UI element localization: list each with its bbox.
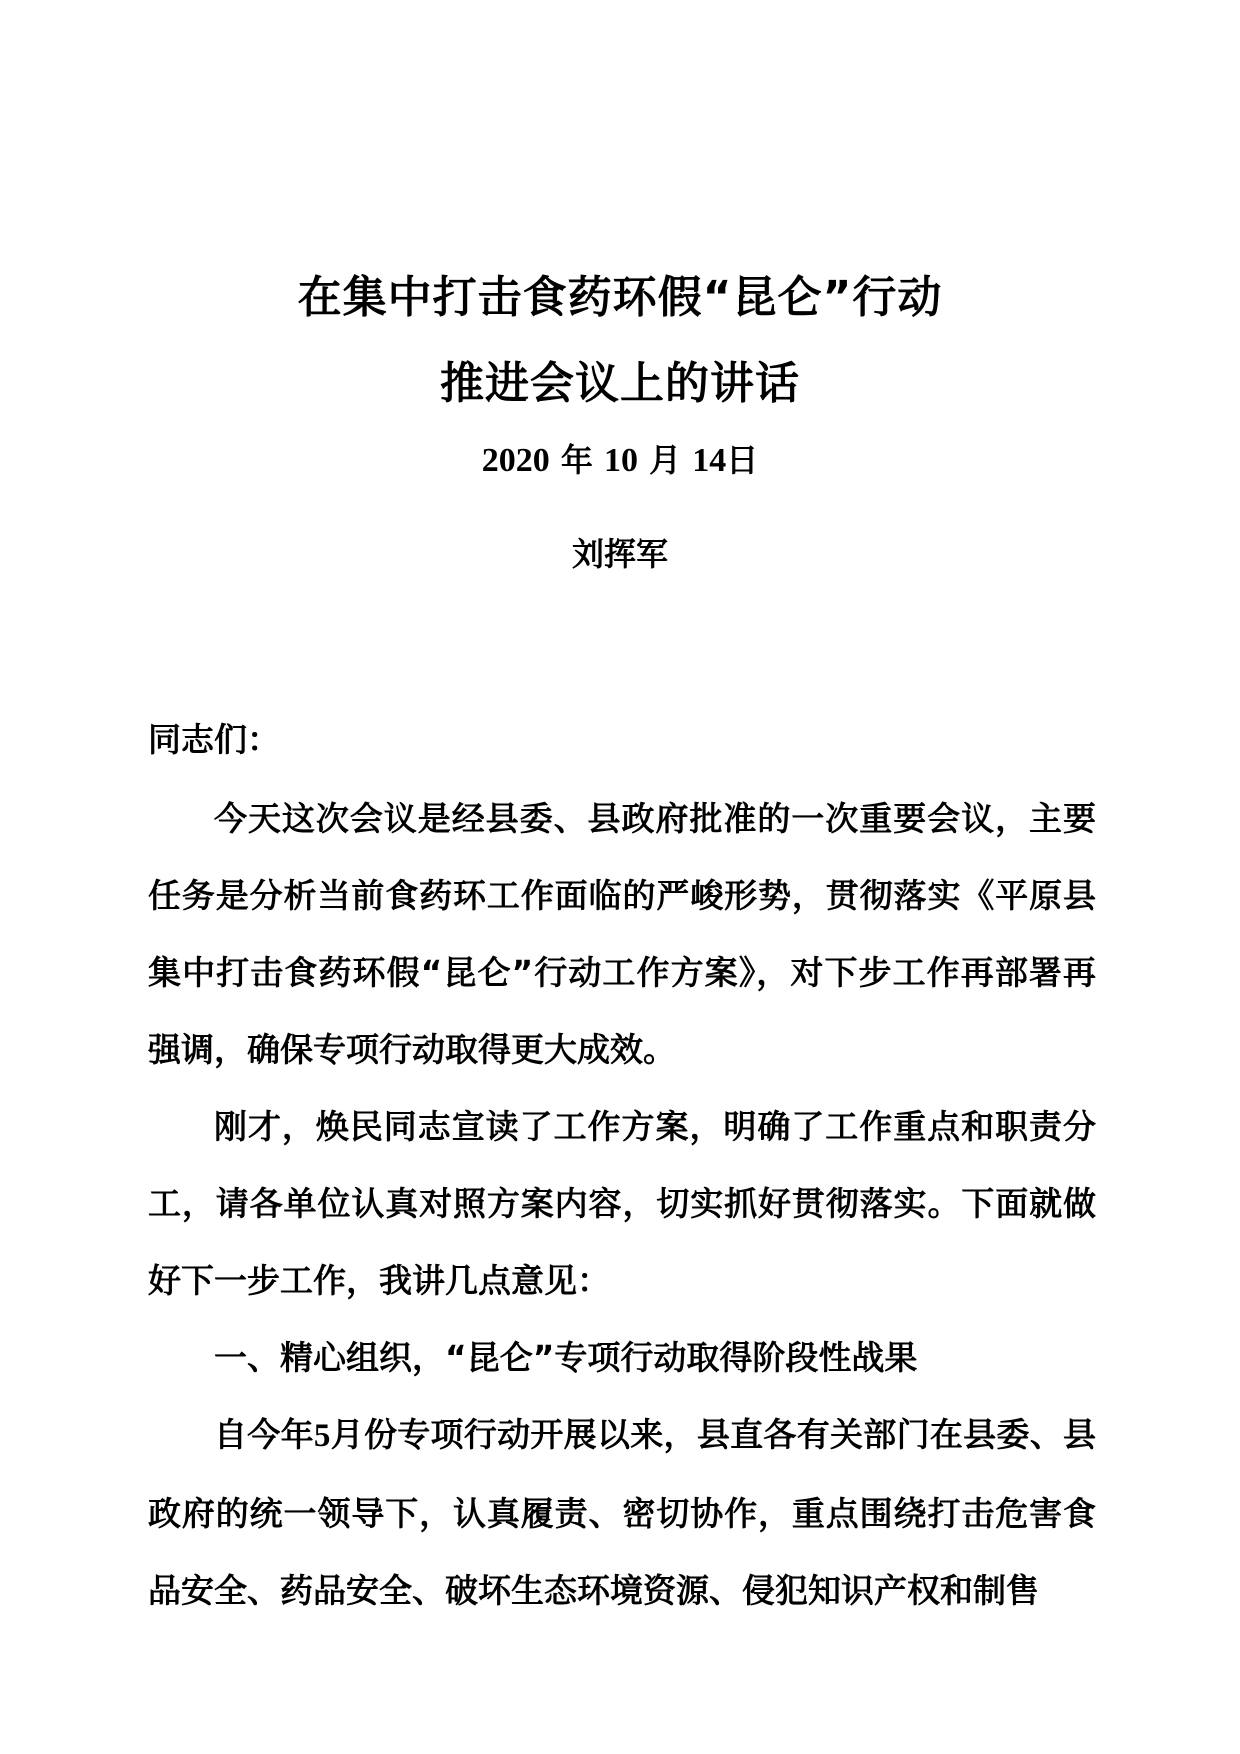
date-day-unit: 日 — [726, 441, 759, 479]
title-line-2: 推进会议上的讲话 — [440, 358, 800, 409]
title-line-1: 在集中打击食药环假“昆仑”行动 — [297, 272, 943, 323]
paragraph-intro: 今天这次会议是经县委、县政府批准的一次重要会议，主要任务是分析当前食药环工作面临的严峻形势，贯彻落实《平原县集中打击食药环假“昆仑”行动工作方案》，对下步工作再部署再强调，确保专项行动取得更大成效。 — [148, 799, 1096, 1069]
paragraph-progress-rest: 月份专项行动开展以来，县直各有关部门在县委、县政府的统一领导下，认真履责、密切协作，重点围绕打击危害食品安全、药品安全、破坏生态环境资源、侵犯知识产权和制售 — [148, 1415, 1097, 1610]
speech-date — [0, 438, 1240, 483]
speaker-name: 刘挥军 — [571, 535, 668, 573]
date-year-unit: 年 — [560, 441, 593, 479]
paragraph-progress-month: 5 — [313, 1418, 331, 1454]
date-month-unit: 月 — [649, 441, 682, 479]
date-month: 10 — [603, 442, 638, 479]
date-day: 14 — [692, 442, 727, 479]
paragraph-progress — [148, 1396, 1096, 1629]
date-year: 2020 — [481, 442, 550, 479]
section-heading-1: 一、精心组织，“昆仑”专项行动取得阶段性战果 — [214, 1338, 918, 1377]
greeting: 同志们： — [148, 720, 280, 759]
paragraph-plan: 刚才，焕民同志宣读了工作方案，明确了工作重点和职责分工，请各单位认真对照方案内容，切实抓好贯彻落实。下面就做好下一步工作，我讲几点意见： — [148, 1107, 1096, 1300]
document-title — [0, 255, 1240, 427]
paragraph-progress-lead: 自今年 — [214, 1415, 314, 1454]
speech-body — [148, 700, 1096, 1629]
